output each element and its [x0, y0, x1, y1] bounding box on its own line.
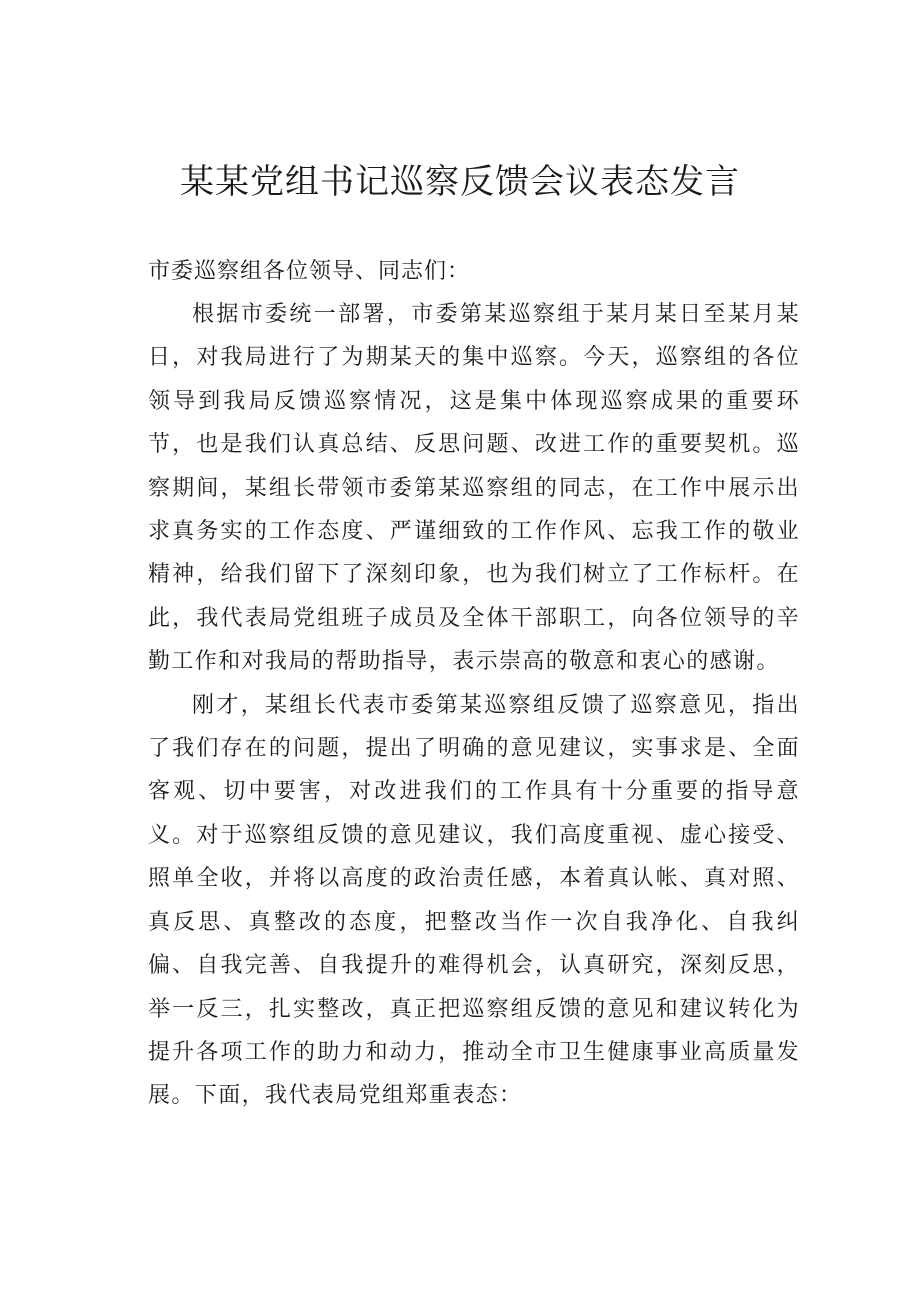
document-body [148, 293, 800, 1118]
salutation: 市委巡察组各位领导、同志们： [148, 259, 471, 284]
paragraph-intro: 根据市委统一部署，市委第某巡察组于某月某日至某月某日，对我局进行了为期某天的集中巡察。今天，巡察组的各位领导到我局反馈巡察情况，这是集中体现巡察成果的重要环节，也是我们认真总结、反思问题、改进工作的重要契机。巡察期间，某组长带领市委第某巡察组的同志，在工作中展示出求真务实的工作态度、严谨细致的工作作风、忘我工作的敬业精神，给我们留下了深刻印象，也为我们树立了工作标杆。在此，我代表局党组班子成员及全体干部职工，向各位领导的辛勤工作和对我局的帮助指导，表示崇高的敬意和衷心的感谢。 [148, 302, 800, 675]
paragraph-response: 刚才，某组长代表市委第某巡察组反馈了巡察意见，指出了我们存在的问题，提出了明确的意见建议，实事求是、全面客观、切中要害，对改进我们的工作具有十分重要的指导意义。对于巡察组反馈的意见建议，我们高度重视、虚心接受、照单全收，并将以高度的政治责任感，本着真认帐、真对照、真反思、真整改的态度，把整改当作一次自我净化、自我纠偏、自我完善、自我提升的难得机会，认真研究，深刻反思，举一反三，扎实整改，真正把巡察组反馈的意见和建议转化为提升各项工作的助力和动力，推动全市卫生健康事业高质量发展。下面，我代表局党组郑重表态： [148, 692, 800, 1109]
document-title: 某某党组书记巡察反馈会议表态发言 [180, 162, 740, 202]
